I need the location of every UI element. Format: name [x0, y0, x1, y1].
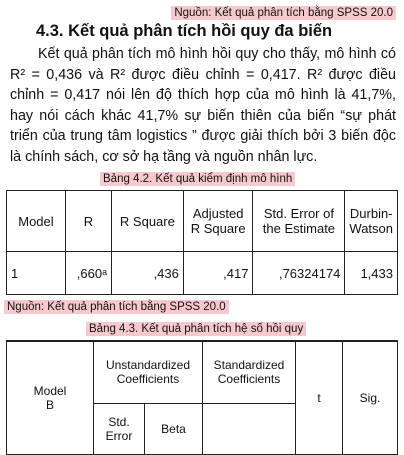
table-row [7, 252, 398, 295]
header-t: t [296, 341, 343, 455]
header-r-square: R Square [111, 191, 183, 252]
source-note-top: Nguồn: Kết quả phân tích bằng SPSS 20.0 [171, 6, 396, 20]
model-summary-table [6, 190, 398, 295]
table-header-row [7, 191, 398, 252]
cell-adjusted-r-square: ,417 [183, 252, 253, 295]
header-r: R [65, 191, 111, 252]
body-paragraph: Kết quả phân tích mô hình hồi quy cho thấy, mô hình có R² = 0,436 và R² được điều chỉnh = 0,417. R² được điều chỉnh = 0,417 nói lên độ thích hợp của mô hình là 41,7%, hay nói cách khác 41,7% sự biến thiên của biến “sự phát triển của trung tâm logistics ” được giải thích bởi 3 biến độc là chính sách, cơ sở hạ tầng và nguồn nhân lực. [10, 46, 396, 165]
header-sig: Sig. [343, 341, 398, 455]
header-standardized-blank [203, 403, 296, 454]
table-header-row [7, 341, 398, 403]
section-heading: 4.3. Kết quả phân tích hồi quy đa biến [36, 22, 333, 40]
header-durbin-watson: Durbin-Watson [345, 191, 398, 252]
header-std-error: Std. Error [94, 403, 145, 454]
cell-r: ,660ᵃ [65, 252, 111, 295]
header-model: Model [33, 384, 67, 398]
source-note-mid: Nguồn: Kết quả phân tích bằng SPSS 20.0 [4, 300, 229, 314]
header-adjusted-r-square: Adjusted R Square [183, 191, 253, 252]
header-b: B [45, 398, 54, 412]
header-beta: Beta [145, 403, 203, 454]
coefficients-table [6, 340, 398, 455]
cell-r-square: ,436 [111, 252, 183, 295]
table2-caption: Bảng 4.3. Kết quả phân tích hệ số hồi quy [86, 322, 306, 336]
table1-caption: Bảng 4.2. Kết quả kiểm định mô hình [100, 172, 295, 186]
header-standardized: Standardized Coefficients [203, 341, 296, 403]
header-model: Model [7, 191, 66, 252]
header-model-b [7, 341, 94, 455]
cell-durbin-watson: 1,433 [345, 252, 398, 295]
cell-std-error: ,76324174 [253, 252, 345, 295]
header-unstandardized: Unstandardized Coefficients [94, 341, 203, 403]
cell-model: 1 [7, 252, 66, 295]
header-std-error: Std. Error of the Estimate [253, 191, 345, 252]
